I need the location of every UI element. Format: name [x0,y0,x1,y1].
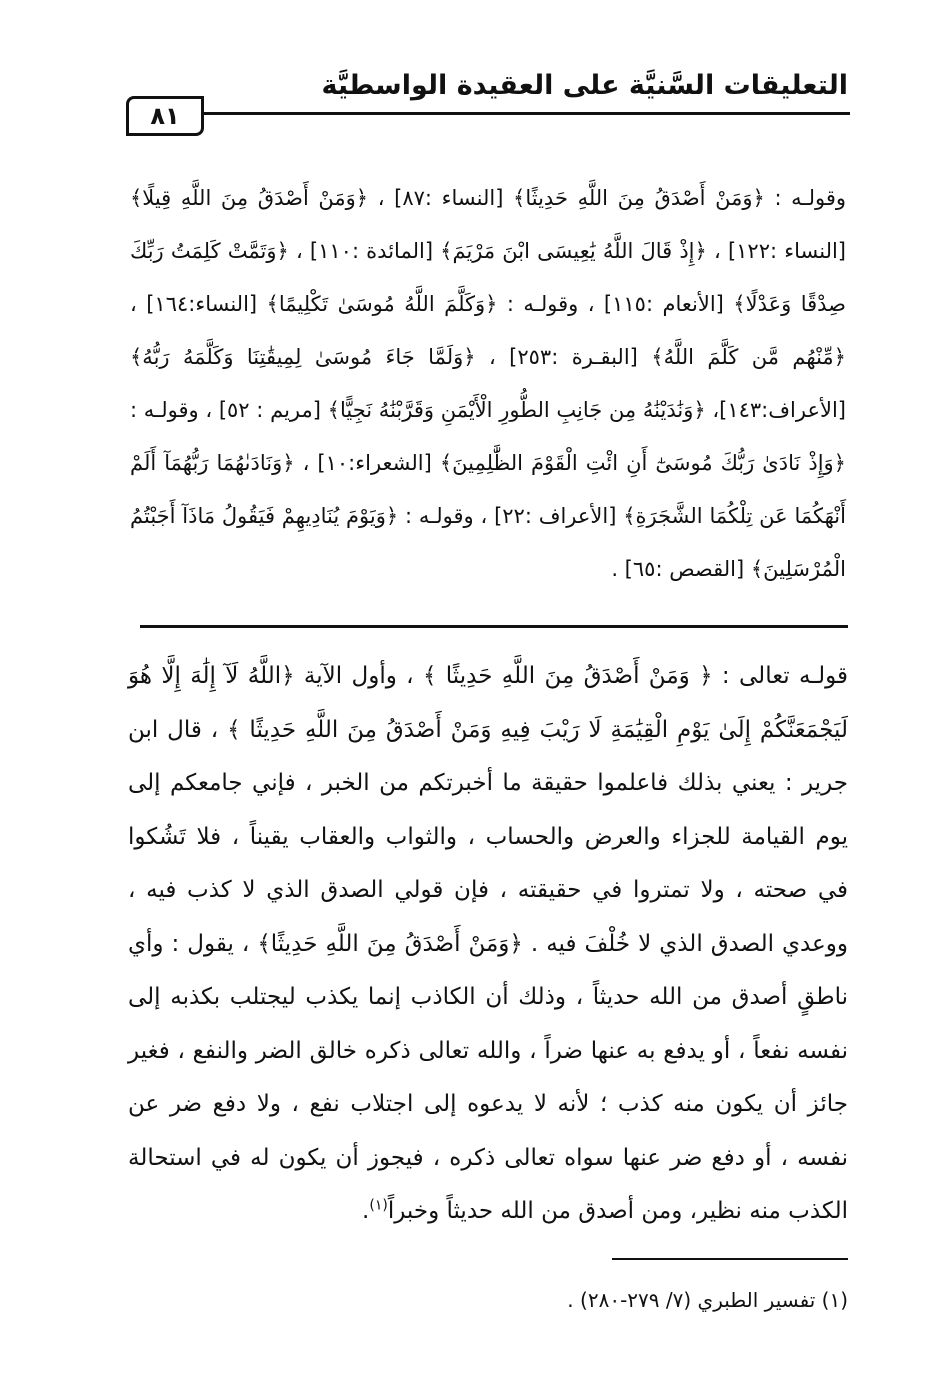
footnote-rule [612,1258,848,1260]
commentary-block [128,650,848,1239]
quote-block: وقولـه : ﴿وَمَنْ أَصْدَقُ مِنَ اللَّهِ حَدِيثًا﴾ [النساء :٨٧] ، ﴿وَمَنْ أَصْدَقُ مِنَ اللَّهِ قِيلًا﴾ [النساء :١٢٢] ، ﴿إِذْ قَالَ اللَّهُ يَٰعِيسَى ابْنَ مَرْيَمَ﴾ [المائدة :١١٠] ، ﴿وَتَمَّتْ كَلِمَتُ رَبِّكَ صِدْقًا وَعَدْلًا﴾ [الأنعام :١١٥] ، وقولـه : ﴿وَكَلَّمَ اللَّهُ مُوسَىٰ تَكْلِيمًا﴾ [النساء:١٦٤] ، ﴿مِّنْهُم مَّن كَلَّمَ اللَّهُ﴾ [البقـرة :٢٥٣] ، ﴿وَلَمَّا جَاءَ مُوسَىٰ لِمِيقَٰتِنَا وَكَلَّمَهُ رَبُّهُ﴾ [الأعراف:١٤٣]، ﴿وَنَٰدَيْنَٰهُ مِن جَانِبِ الطُّورِ الْأَيْمَنِ وَقَرَّبْنَٰهُ نَجِيًّا﴾ [مريم : ٥٢] ، وقولـه : ﴿وَإِذْ نَادَىٰ رَبُّكَ مُوسَىٰٓ أَنِ ائْتِ الْقَوْمَ الظَّٰلِمِينَ﴾ [الشعراء:١٠] ، ﴿وَنَادَىٰهُمَا رَبُّهُمَآ أَلَمْ أَنْهَكُمَا عَن تِلْكُمَا الشَّجَرَةِ﴾ [الأعراف :٢٢] ، وقولـه : ﴿وَيَوْمَ يُنَادِيهِمْ فَيَقُولُ مَاذَآ أَجَبْتُمُ الْمُرْسَلِينَ﴾ [القصص :٦٥] . [130,186,847,581]
commentary-text: قولـه تعالى : ﴿ وَمَنْ أَصْدَقُ مِنَ اللَّهِ حَدِيثًا ﴾ ، وأول الآية ﴿اللَّهُ لَآ إِلَٰهَ إِلَّا هُوَ لَيَجْمَعَنَّكُمْ إِلَىٰ يَوْمِ الْقِيَٰمَةِ لَا رَيْبَ فِيهِ وَمَنْ أَصْدَقُ مِنَ اللَّهِ حَدِيثًا ﴾ ، قال ابن جرير : يعني بذلك فاعلموا حقيقة ما أخبرتكم من الخبر ، فإني جامعكم إلى يوم القيامة للجزاء والعرض والحساب ، والثواب والعقاب يقيناً ، فلا تَشُكوا في صحته ، ولا تمتروا في حقيقته ، فإن قولي الصدق الذي لا كذب فيه ، ووعدي الصدق الذي لا خُلْفَ فيه . ﴿وَمَنْ أَصْدَقُ مِنَ اللَّهِ حَدِيثًا﴾ ، يقول : وأي ناطقٍ أصدق من الله حديثاً ، وذلك أن الكاذب إنما يكذب ليجتلب بكذبه إلى نفسه نفعاً ، أو يدفع به عنها ضراً ، والله تعالى ذكره خالق الضر والنفع ، فغير جائز أن يكون منه كذب ؛ لأنه لا يدعوه إلى اجتلاب نفع ، ولا دفع ضر عن نفسه ، أو دفع ضر عنها سواه تعالى ذكره ، فيجوز أن يكون له في استحالة الكذب منه نظير، ومن أصدق من الله حديثاً وخبراً [128,663,848,1224]
header-title: التعليقات السَّنيَّة على العقيدة الواسطيَّة [321,70,848,101]
footnote-marker: (١) [369,1197,388,1214]
page-number: ٨١ [126,96,204,136]
section-divider [140,625,848,628]
header-rule [196,112,850,115]
commentary-end: . [362,1198,370,1224]
footnote: (١) تفسير الطبري (٧/ ٢٧٩-٢٨٠) . [567,1288,848,1312]
